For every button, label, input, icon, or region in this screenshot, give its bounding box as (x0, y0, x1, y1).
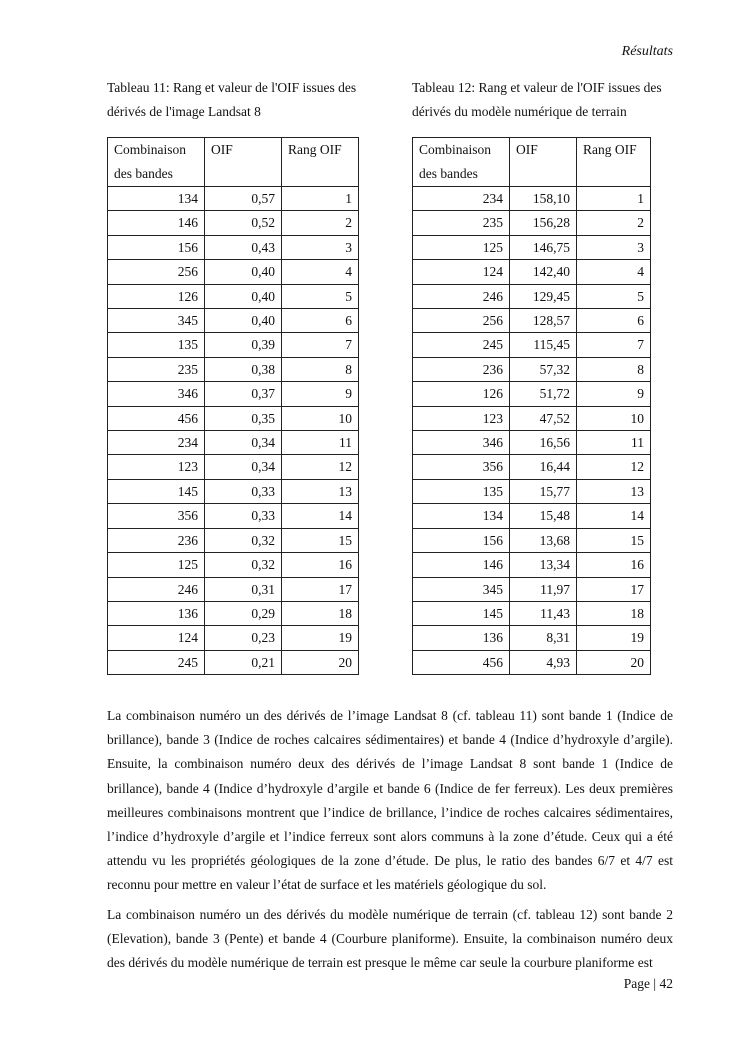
table-row (413, 528, 651, 552)
table-row (108, 382, 359, 406)
cell-rang: 11 (282, 431, 359, 455)
cell-rang: 16 (577, 553, 651, 577)
cell-rang: 9 (577, 382, 651, 406)
cell-rang: 8 (577, 357, 651, 381)
table-row (413, 382, 651, 406)
cell-rang: 18 (577, 601, 651, 625)
cell-combinaison: 145 (413, 601, 510, 625)
table-row (413, 650, 651, 674)
cell-oif: 13,68 (510, 528, 577, 552)
cell-oif: 0,38 (205, 357, 282, 381)
cell-rang: 13 (282, 479, 359, 503)
page-number: Page | 42 (623, 976, 673, 991)
cell-oif: 47,52 (510, 406, 577, 430)
cell-oif: 0,39 (205, 333, 282, 357)
cell-oif: 16,44 (510, 455, 577, 479)
body-paragraph: La combinaison numéro un des dérivés du modèle numérique de terrain (cf. tableau 12) sont bande 2 (Elevation), bande 3 (Pente) et bande 4 (Courbure planiforme). Ensuite, la combinaison numéro deux des dérivés du modèle numérique de terrain est presque le même car seule la courbure planiforme est (107, 907, 673, 971)
cell-combinaison: 134 (413, 504, 510, 528)
table-row (108, 504, 359, 528)
cell-oif: 128,57 (510, 309, 577, 333)
table-row (108, 553, 359, 577)
cell-oif: 146,75 (510, 235, 577, 259)
table-row (108, 333, 359, 357)
cell-oif: 51,72 (510, 382, 577, 406)
cell-rang: 5 (282, 284, 359, 308)
table-row (108, 284, 359, 308)
cell-rang: 7 (577, 333, 651, 357)
table-row (108, 235, 359, 259)
cell-rang: 14 (577, 504, 651, 528)
table-row (413, 187, 651, 211)
cell-rang: 15 (282, 528, 359, 552)
cell-combinaison: 456 (108, 406, 205, 430)
table-row (108, 406, 359, 430)
cell-oif: 0,34 (205, 431, 282, 455)
cell-oif: 0,31 (205, 577, 282, 601)
cell-oif: 4,93 (510, 650, 577, 674)
cell-combinaison: 346 (108, 382, 205, 406)
cell-rang: 17 (282, 577, 359, 601)
cell-rang: 2 (577, 211, 651, 235)
cell-oif: 0,32 (205, 553, 282, 577)
cell-oif: 0,35 (205, 406, 282, 430)
table-row (413, 431, 651, 455)
table-row (413, 260, 651, 284)
cell-rang: 4 (577, 260, 651, 284)
cell-rang: 14 (282, 504, 359, 528)
cell-rang: 6 (282, 309, 359, 333)
cell-oif: 0,33 (205, 479, 282, 503)
cell-combinaison: 356 (413, 455, 510, 479)
cell-combinaison: 234 (413, 187, 510, 211)
table-row (413, 211, 651, 235)
cell-combinaison: 145 (108, 479, 205, 503)
table-row (108, 187, 359, 211)
table-row (413, 504, 651, 528)
cell-oif: 129,45 (510, 284, 577, 308)
cell-rang: 1 (282, 187, 359, 211)
cell-combinaison: 135 (108, 333, 205, 357)
column-header-combinaison: Combinaison des bandes (413, 138, 510, 187)
cell-combinaison: 125 (108, 553, 205, 577)
table-header-row (108, 138, 359, 187)
cell-oif: 0,32 (205, 528, 282, 552)
cell-combinaison: 256 (108, 260, 205, 284)
cell-oif: 8,31 (510, 626, 577, 650)
table-row (108, 528, 359, 552)
cell-rang: 19 (282, 626, 359, 650)
cell-oif: 0,57 (205, 187, 282, 211)
column-header-rang: Rang OIF (282, 138, 359, 187)
column-header-oif: OIF (205, 138, 282, 187)
cell-oif: 16,56 (510, 431, 577, 455)
table-row (108, 357, 359, 381)
cell-combinaison: 234 (108, 431, 205, 455)
cell-combinaison: 256 (413, 309, 510, 333)
cell-rang: 20 (282, 650, 359, 674)
body-paragraph: La combinaison numéro un des dérivés de l’image Landsat 8 (cf. tableau 11) sont bande 1 (Indice de brillance), bande 3 (Indice de roches calcaires sédimentaires) et bande 4 (Indice d’hydroxyle d’argile). Ensuite, la combinaison numéro deux des dérivés de l’image Landsat 8 sont bande 1 (Indice de brillance), bande 4 (Indice d’hydroxyle d’argile et bande 6 (Indice de fer ferreux). Les deux premières meilleures combinaisons montrent que l’indice de brillance, l’indice de roches calcaires sédimentaires, l’indice d’hydroxyle d’argile et l’indice ferreux sont alors communs à la zone d’étude. Ceux qui a été attendu vu les propriétés géologiques de la zone d’étude. De plus, le ratio des bandes 6/7 et 4/7 est reconnu pour mettre en valeur l’état de surface et les matériels géologique du sol. (107, 708, 673, 893)
cell-rang: 1 (577, 187, 651, 211)
cell-oif: 11,43 (510, 601, 577, 625)
table-row (108, 309, 359, 333)
cell-oif: 142,40 (510, 260, 577, 284)
cell-combinaison: 123 (413, 406, 510, 430)
table-row (413, 479, 651, 503)
table-row (413, 333, 651, 357)
cell-oif: 15,77 (510, 479, 577, 503)
cell-oif: 115,45 (510, 333, 577, 357)
table-row (413, 406, 651, 430)
cell-rang: 15 (577, 528, 651, 552)
column-header-rang: Rang OIF (577, 138, 651, 187)
table-row (413, 284, 651, 308)
table-row (413, 577, 651, 601)
table-11-body (108, 187, 359, 675)
cell-oif: 0,40 (205, 260, 282, 284)
cell-rang: 9 (282, 382, 359, 406)
cell-oif: 15,48 (510, 504, 577, 528)
cell-combinaison: 346 (413, 431, 510, 455)
table-row (108, 479, 359, 503)
cell-oif: 57,32 (510, 357, 577, 381)
table-row (108, 650, 359, 674)
cell-combinaison: 126 (413, 382, 510, 406)
table-row (108, 577, 359, 601)
cell-combinaison: 146 (108, 211, 205, 235)
cell-rang: 6 (577, 309, 651, 333)
cell-oif: 156,28 (510, 211, 577, 235)
column-header-combinaison: Combinaison des bandes (108, 138, 205, 187)
cell-rang: 2 (282, 211, 359, 235)
cell-rang: 13 (577, 479, 651, 503)
cell-rang: 10 (577, 406, 651, 430)
cell-combinaison: 156 (108, 235, 205, 259)
table-row (413, 455, 651, 479)
column-header-oif: OIF (510, 138, 577, 187)
cell-rang: 18 (282, 601, 359, 625)
cell-rang: 20 (577, 650, 651, 674)
cell-combinaison: 235 (413, 211, 510, 235)
cell-combinaison: 236 (108, 528, 205, 552)
cell-combinaison: 345 (108, 309, 205, 333)
cell-combinaison: 246 (108, 577, 205, 601)
cell-combinaison: 235 (108, 357, 205, 381)
cell-combinaison: 136 (108, 601, 205, 625)
table-row (108, 455, 359, 479)
cell-rang: 5 (577, 284, 651, 308)
cell-rang: 3 (577, 235, 651, 259)
cell-combinaison: 135 (413, 479, 510, 503)
cell-rang: 16 (282, 553, 359, 577)
table-row (413, 309, 651, 333)
cell-rang: 11 (577, 431, 651, 455)
table-row (108, 626, 359, 650)
cell-combinaison: 236 (413, 357, 510, 381)
cell-oif: 0,21 (205, 650, 282, 674)
cell-oif: 0,52 (205, 211, 282, 235)
table-row (413, 601, 651, 625)
table-row (108, 260, 359, 284)
cell-combinaison: 246 (413, 284, 510, 308)
table-12-caption: Tableau 12: Rang et valeur de l'OIF issues des dérivés du modèle numérique de terrain (412, 80, 662, 119)
cell-combinaison: 156 (413, 528, 510, 552)
cell-combinaison: 146 (413, 553, 510, 577)
table-row (413, 553, 651, 577)
cell-rang: 12 (577, 455, 651, 479)
cell-combinaison: 125 (413, 235, 510, 259)
cell-rang: 10 (282, 406, 359, 430)
cell-oif: 13,34 (510, 553, 577, 577)
table-header-row (413, 138, 651, 187)
cell-oif: 0,34 (205, 455, 282, 479)
cell-combinaison: 456 (413, 650, 510, 674)
cell-oif: 11,97 (510, 577, 577, 601)
table-row (108, 211, 359, 235)
table-row (108, 601, 359, 625)
table-11-caption: Tableau 11: Rang et valeur de l'OIF issues des dérivés de l'image Landsat 8 (107, 80, 357, 119)
cell-rang: 19 (577, 626, 651, 650)
cell-rang: 8 (282, 357, 359, 381)
cell-oif: 0,29 (205, 601, 282, 625)
cell-oif: 0,40 (205, 284, 282, 308)
cell-rang: 4 (282, 260, 359, 284)
table-row (413, 235, 651, 259)
cell-combinaison: 123 (108, 455, 205, 479)
cell-combinaison: 124 (413, 260, 510, 284)
cell-oif: 0,37 (205, 382, 282, 406)
cell-rang: 12 (282, 455, 359, 479)
cell-combinaison: 356 (108, 504, 205, 528)
cell-combinaison: 245 (108, 650, 205, 674)
cell-oif: 0,43 (205, 235, 282, 259)
cell-combinaison: 134 (108, 187, 205, 211)
table-12-body (413, 187, 651, 675)
cell-combinaison: 124 (108, 626, 205, 650)
table-row (413, 626, 651, 650)
cell-rang: 3 (282, 235, 359, 259)
cell-combinaison: 345 (413, 577, 510, 601)
cell-oif: 0,23 (205, 626, 282, 650)
table-row (108, 431, 359, 455)
cell-rang: 17 (577, 577, 651, 601)
section-header: Résultats (621, 44, 673, 59)
table-row (413, 357, 651, 381)
cell-combinaison: 126 (108, 284, 205, 308)
cell-oif: 158,10 (510, 187, 577, 211)
cell-combinaison: 245 (413, 333, 510, 357)
cell-combinaison: 136 (413, 626, 510, 650)
cell-oif: 0,33 (205, 504, 282, 528)
table-11 (107, 137, 359, 675)
cell-rang: 7 (282, 333, 359, 357)
cell-oif: 0,40 (205, 309, 282, 333)
table-12 (412, 137, 651, 675)
